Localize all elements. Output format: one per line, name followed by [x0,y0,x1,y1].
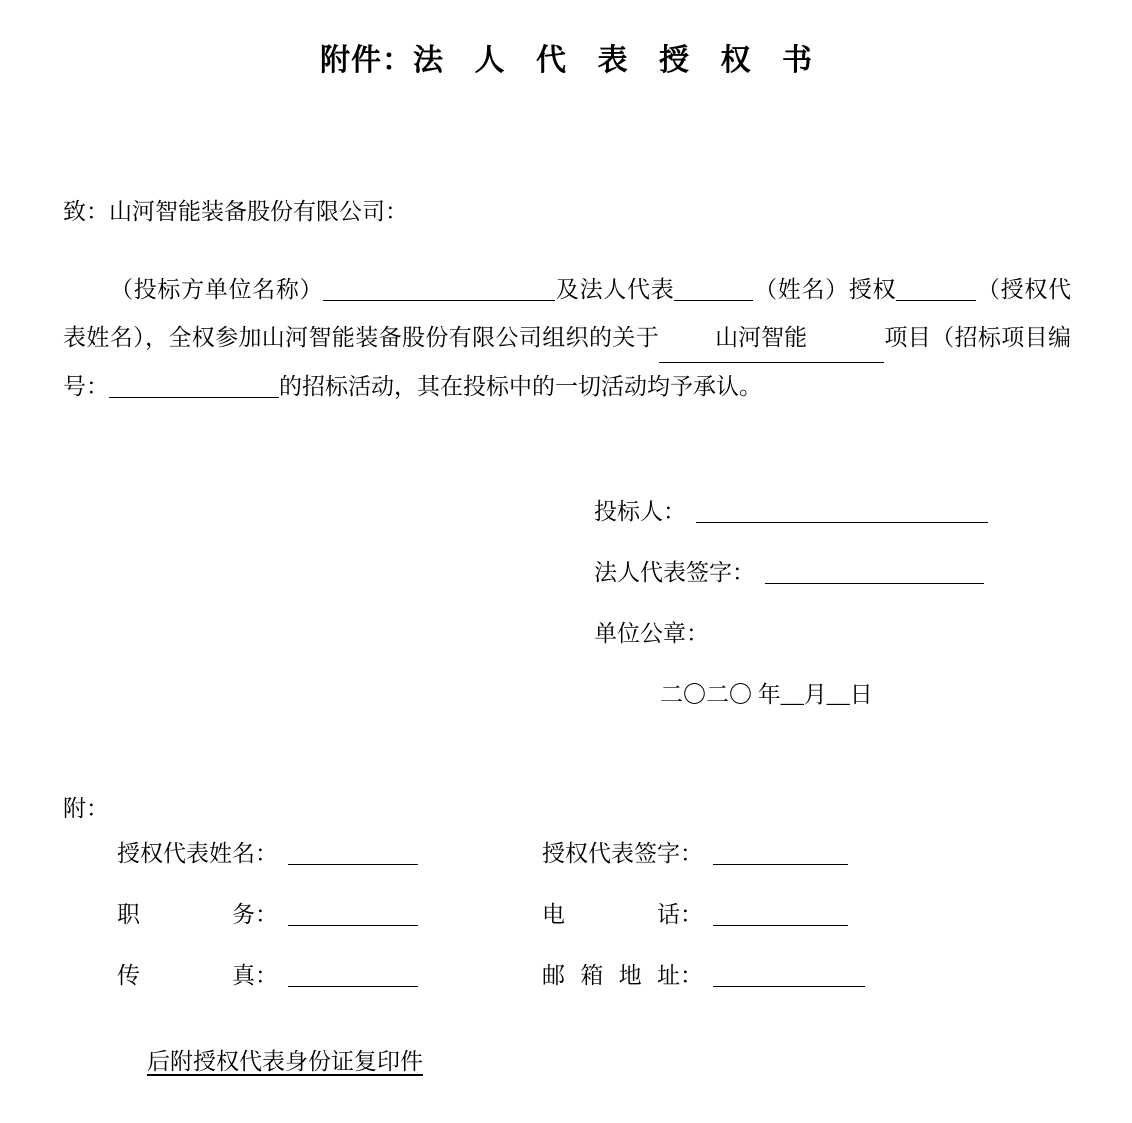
page-title: 附件：法 人 代 表 授 权 书 [320,44,813,77]
date-line: 二〇二〇 年__月__日 [660,682,873,707]
bidder-signature-row [594,497,1070,527]
phone-blank [713,902,848,926]
body-seg-participate: （授权代表姓名），全权参加山河智能装备股份有限公司组织的关于 [63,277,1072,350]
project-name-filled-blank: 山河智能 [659,314,884,363]
fax-label: 传真 [117,963,255,988]
bidder-signature-blank [696,499,988,523]
signature-block [594,497,1070,710]
email-address-label: 邮箱地址 [542,963,680,988]
authorized-rep-name-label: 授权代表姓名 [117,841,255,866]
blank-bidder-unit-name [323,277,555,301]
body-paragraph [63,266,1071,411]
blank-project-number [109,374,279,398]
field-row-name-sign [117,839,1070,869]
authorized-rep-name-field [117,839,542,869]
phone-field [542,900,967,930]
footer-note-id-copy: 后附授权代表身份证复印件 [147,1049,423,1074]
colon: ： [680,902,703,927]
company-seal-row [594,619,1070,649]
email-address-blank [713,963,865,987]
blank-legal-rep-name [674,277,753,301]
body-seg-bidder-unit: （投标方单位名称） [110,277,324,302]
company-seal-label: 单位公章： [594,621,709,646]
attachment-heading: 附： [63,796,109,821]
legal-rep-signature-row [594,558,1070,588]
fax-field [117,961,542,991]
date-row [660,680,1070,710]
blank-authorized-rep-name [896,277,976,301]
authorized-rep-sign-field [542,839,967,869]
phone-label: 电话 [542,902,680,927]
authorized-rep-sign-blank [713,841,848,865]
colon: ： [255,841,278,866]
job-title-field [117,900,542,930]
field-row-title-phone [117,900,1070,930]
fax-blank [288,963,418,987]
email-address-field [542,961,967,991]
salutation-line: 致：山河智能装备股份有限公司： [63,199,408,224]
body-seg-project: 项目（招标项目编号： [63,325,1072,399]
body-seg-legal-rep: 及法人代表 [555,277,675,302]
job-title-blank [288,902,418,926]
body-seg-authorize: （姓名）授权 [753,277,897,302]
colon: ： [680,963,703,988]
legal-rep-signature-blank [765,560,984,584]
job-title-label: 职务 [117,902,255,927]
colon: ： [680,841,703,866]
authorized-rep-sign-label: 授权代表签字 [542,841,680,866]
bidder-label: 投标人： [594,499,686,524]
colon: ： [255,963,278,988]
legal-rep-sign-label: 法人代表签字： [594,560,755,585]
body-seg-closing: 的招标活动，其在投标中的一切活动均予承认。 [279,374,762,399]
authorized-rep-name-blank [288,841,418,865]
field-row-fax-email [117,961,1070,991]
colon: ： [255,902,278,927]
